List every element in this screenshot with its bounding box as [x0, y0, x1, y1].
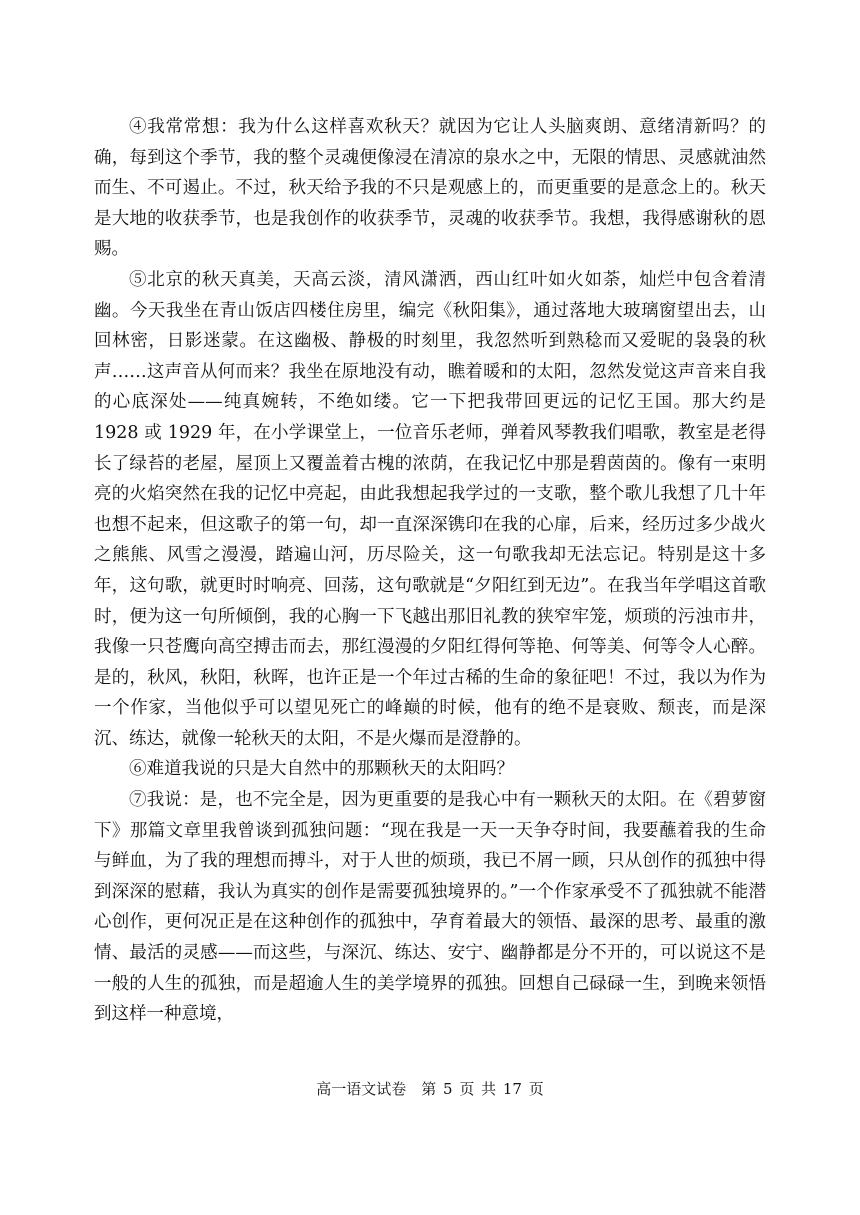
paragraph-4: ④我常常想：我为什么这样喜欢秋天？就因为它让人头脑爽朗、意绪清新吗？的确，每到这个季节，我的整个灵魂便像浸在清凉的泉水之中，无限的情思、灵感就油然而生、不可遏止。不过，秋天给予我的不只是观感上的，而更重要的是意念上的。秋天是大地的收获季节，也是我创作的收获季节，灵魂的收获季节。我想，我得感谢秋的恩赐。: [94, 117, 766, 260]
page-footer: 高一语文试卷 第 5 页 共 17 页: [316, 1080, 544, 1098]
paragraph-6: ⑥难道我说的只是大自然中的那颗秋天的太阳吗？: [129, 759, 514, 780]
paragraph-5: ⑤北京的秋天真美，天高云淡，清风潇洒，西山红叶如火如荼，灿烂中包含着清幽。今天我坐在青山饭店四楼住房里，编完《秋阳集》，通过落地大玻璃窗望出去，山回林密，日影迷蒙。在这幽极、静极的时刻里，我忽然听到熟稔而又爱昵的袅袅的秋声……这声音从何而来？我坐在原地没有动，瞧着暖和的太阳，忽然发觉这声音来自我的心底深处——纯真婉转，不绝如缕。它一下把我带回更远的记忆王国。那大约是 1928 或 1929 年，在小学课堂上，一位音乐老师，弹着风琴教我们唱歌，教室是老得长了绿苔的老屋，屋顶上又覆盖着古槐的浓荫，在我记忆中那是碧茵茵的。像有一束明亮的火焰突然在我的记忆中亮起，由此我想起我学过的一支歌，整个歌儿我想了几十年也想不起来，但这歌子的第一句，却一直深深镌印在我的心扉，后来，经历过多少战火之熊熊、风雪之漫漫，踏遍山河，历尽险关，这一句歌我却无法忘记。特别是这十多年，这句歌，就更时时响亮、回荡，这句歌就是“夕阳红到无边”。在我当年学唱这首歌时，便为这一句所倾倒，我的心胸一下飞越出那旧礼教的狭窄牢笼，烦琐的污浊市井，我像一只苍鹰向高空搏击而去，那红漫漫的夕阳红得何等艳、何等美、何等令人心醉。是的，秋风，秋阳，秋晖，也许正是一个年过古稀的生命的象征吧！不过，我以为作为一个作家，当他似乎可以望见死亡的峰巅的时候，他有的绝不是衰败、颓丧，而是深沉、练达，就像一轮秋天的太阳，不是火爆而是澄静的。: [94, 269, 766, 749]
article-body: [94, 112, 766, 1030]
paragraph-7: ⑦我说：是，也不完全是，因为更重要的是我心中有一颗秋天的太阳。在《碧萝窗下》那篇文章里我曾谈到孤独问题：“现在我是一天一天争夺时间，我要蘸着我的生命与鲜血，为了我的理想而搏斗，对于人世的烦琐，我已不屑一顾，只从创作的孤独中得到深深的慰藉，我认为真实的创作是需要孤独境界的。”一个作家承受不了孤独就不能潜心创作，更何况正是在这种创作的孤独中，孕育着最大的领悟、最深的思考、最重的激情、最活的灵感——而这些，与深沉、练达、安宁、幽静都是分不开的，可以说这不是一般的人生的孤独，而是超逾人生的美学境界的孤独。回想自己碌碌一生，到晚来领悟到这样一种意境，: [94, 790, 766, 1025]
